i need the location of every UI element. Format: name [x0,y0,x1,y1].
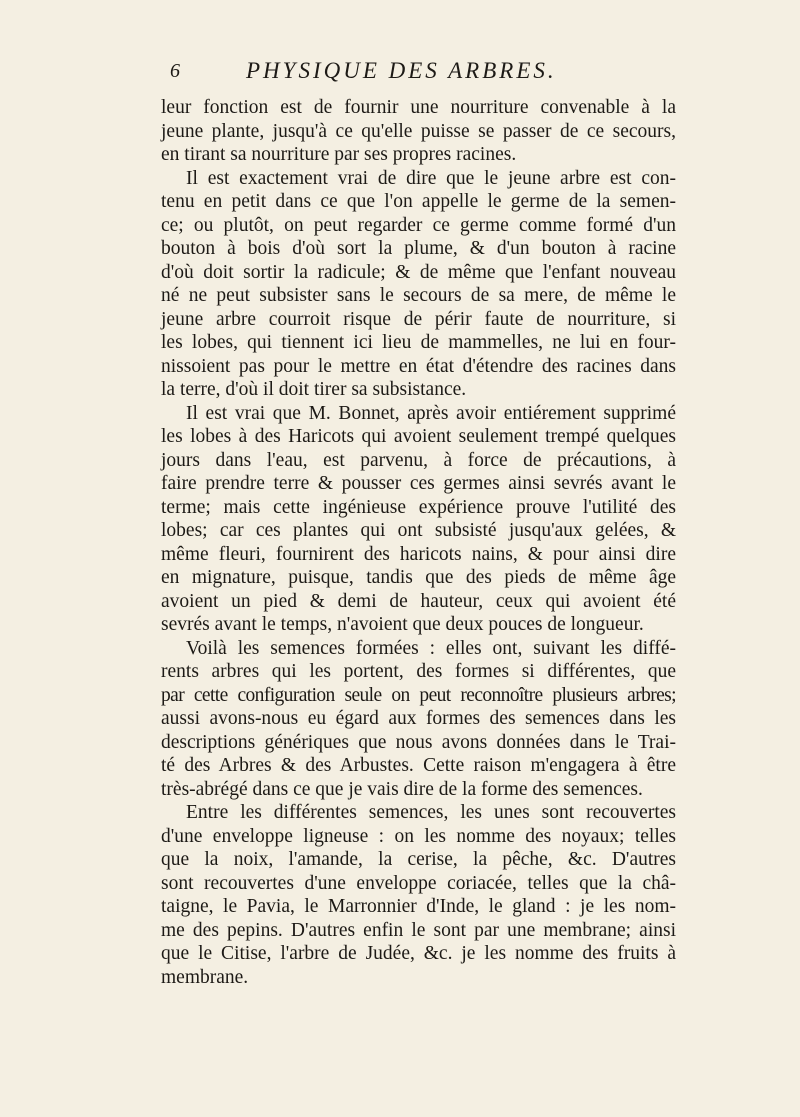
text-line: la terre, d'où il doit tirer sa subsistance. [161,379,467,400]
text-line: terme; mais cette ingénieuse expérience prouve l'utilité des [161,496,676,518]
text-line: Il est exactement vrai de dire que le jeune arbre est con- [186,167,676,189]
body-text [161,96,676,989]
text-line: les lobes, qui tiennent ici lieu de mammelles, ne lui en four- [161,332,676,353]
page-header [170,58,670,88]
text-line: descriptions génériques que nous avons données dans le Trai- [161,731,676,753]
text-line: membrane. [161,966,249,988]
text-line: d'où doit sortir la radicule; & de même que l'enfant nouveau [161,261,676,283]
text-line: en mignature, puisque, tandis que des pieds de même âge [161,567,676,588]
text-line: en tirant sa nourriture par ses propres racines. [161,144,517,165]
text-line: lobes; car ces plantes qui ont subsisté jusqu'aux gelées, & [161,520,676,541]
text-line: très-abrégé dans ce que je vais dire de la forme des semences. [161,778,643,800]
text-line: bouton à bois d'où sort la plume, & d'un bouton à racine [161,238,676,259]
text-line: jours dans l'eau, est parvenu, à force de précautions, à [161,449,676,471]
text-line: rents arbres qui les portent, des formes si différentes, que [161,661,676,682]
text-line: tenu en petit dans ce que l'on appelle le germe de la semen- [161,191,676,212]
text-line: sevrés avant le temps, n'avoient que deux pouces de longueur. [161,614,644,635]
text-line: nissoient pas pour le mettre en état d'étendre des racines dans [161,355,676,377]
text-line: sont recouvertes d'une enveloppe coriacée, telles que la châ- [161,872,676,894]
text-line: Entre les différentes semences, les unes sont recouvertes [186,802,676,823]
text-line: d'une enveloppe ligneuse : on les nomme des noyaux; telles [161,825,676,847]
text-line: té des Arbres & des Arbustes. Cette raison m'engagera à être [161,755,676,776]
page-number: 6 [170,60,180,82]
text-line: jeune arbre courroit risque de périr faute de nourriture, si [161,308,676,330]
text-line: jeune plante, jusqu'à ce qu'elle puisse se passer de ce secours, [161,120,676,142]
text-line: même fleuri, fournirent des haricots nains, & pour ainsi dire [161,543,676,565]
text-line: que le Citise, l'arbre de Judée, &c. je les nomme des fruits à [161,943,676,964]
text-line: me des pepins. D'autres enfin le sont par une membrane; ainsi [161,919,676,941]
text-line: ce; ou plutôt, on peut regarder ce germe comme formé d'un [161,214,676,236]
text-line: Voilà les semences formées : elles ont, suivant les diffé- [186,637,676,659]
running-title: PHYSIQUE DES ARBRES. [246,58,557,83]
text-line: faire prendre terre & pousser ces germes ainsi sevrés avant le [161,473,676,494]
text-line: né ne peut subsister sans le secours de sa mere, de même le [161,285,676,306]
text-line: leur fonction est de fournir une nourriture convenable à la [161,97,676,118]
text-line: par cette configuration seule on peut reconnoître plusieurs arbres; [161,684,676,706]
text-line: les lobes à des Haricots qui avoient seulement trempé quelques [161,426,676,447]
text-line: aussi avons-nous eu égard aux formes des semences dans les [161,708,676,729]
text-line: que la noix, l'amande, la cerise, la pêche, &c. D'autres [161,849,676,870]
text-line: taigne, le Pavia, le Marronnier d'Inde, le gland : je les nom- [161,896,676,917]
text-line: Il est vrai que M. Bonnet, après avoir entiérement supprimé [186,402,676,424]
text-line: avoient un pied & demi de hauteur, ceux qui avoient été [161,590,676,612]
